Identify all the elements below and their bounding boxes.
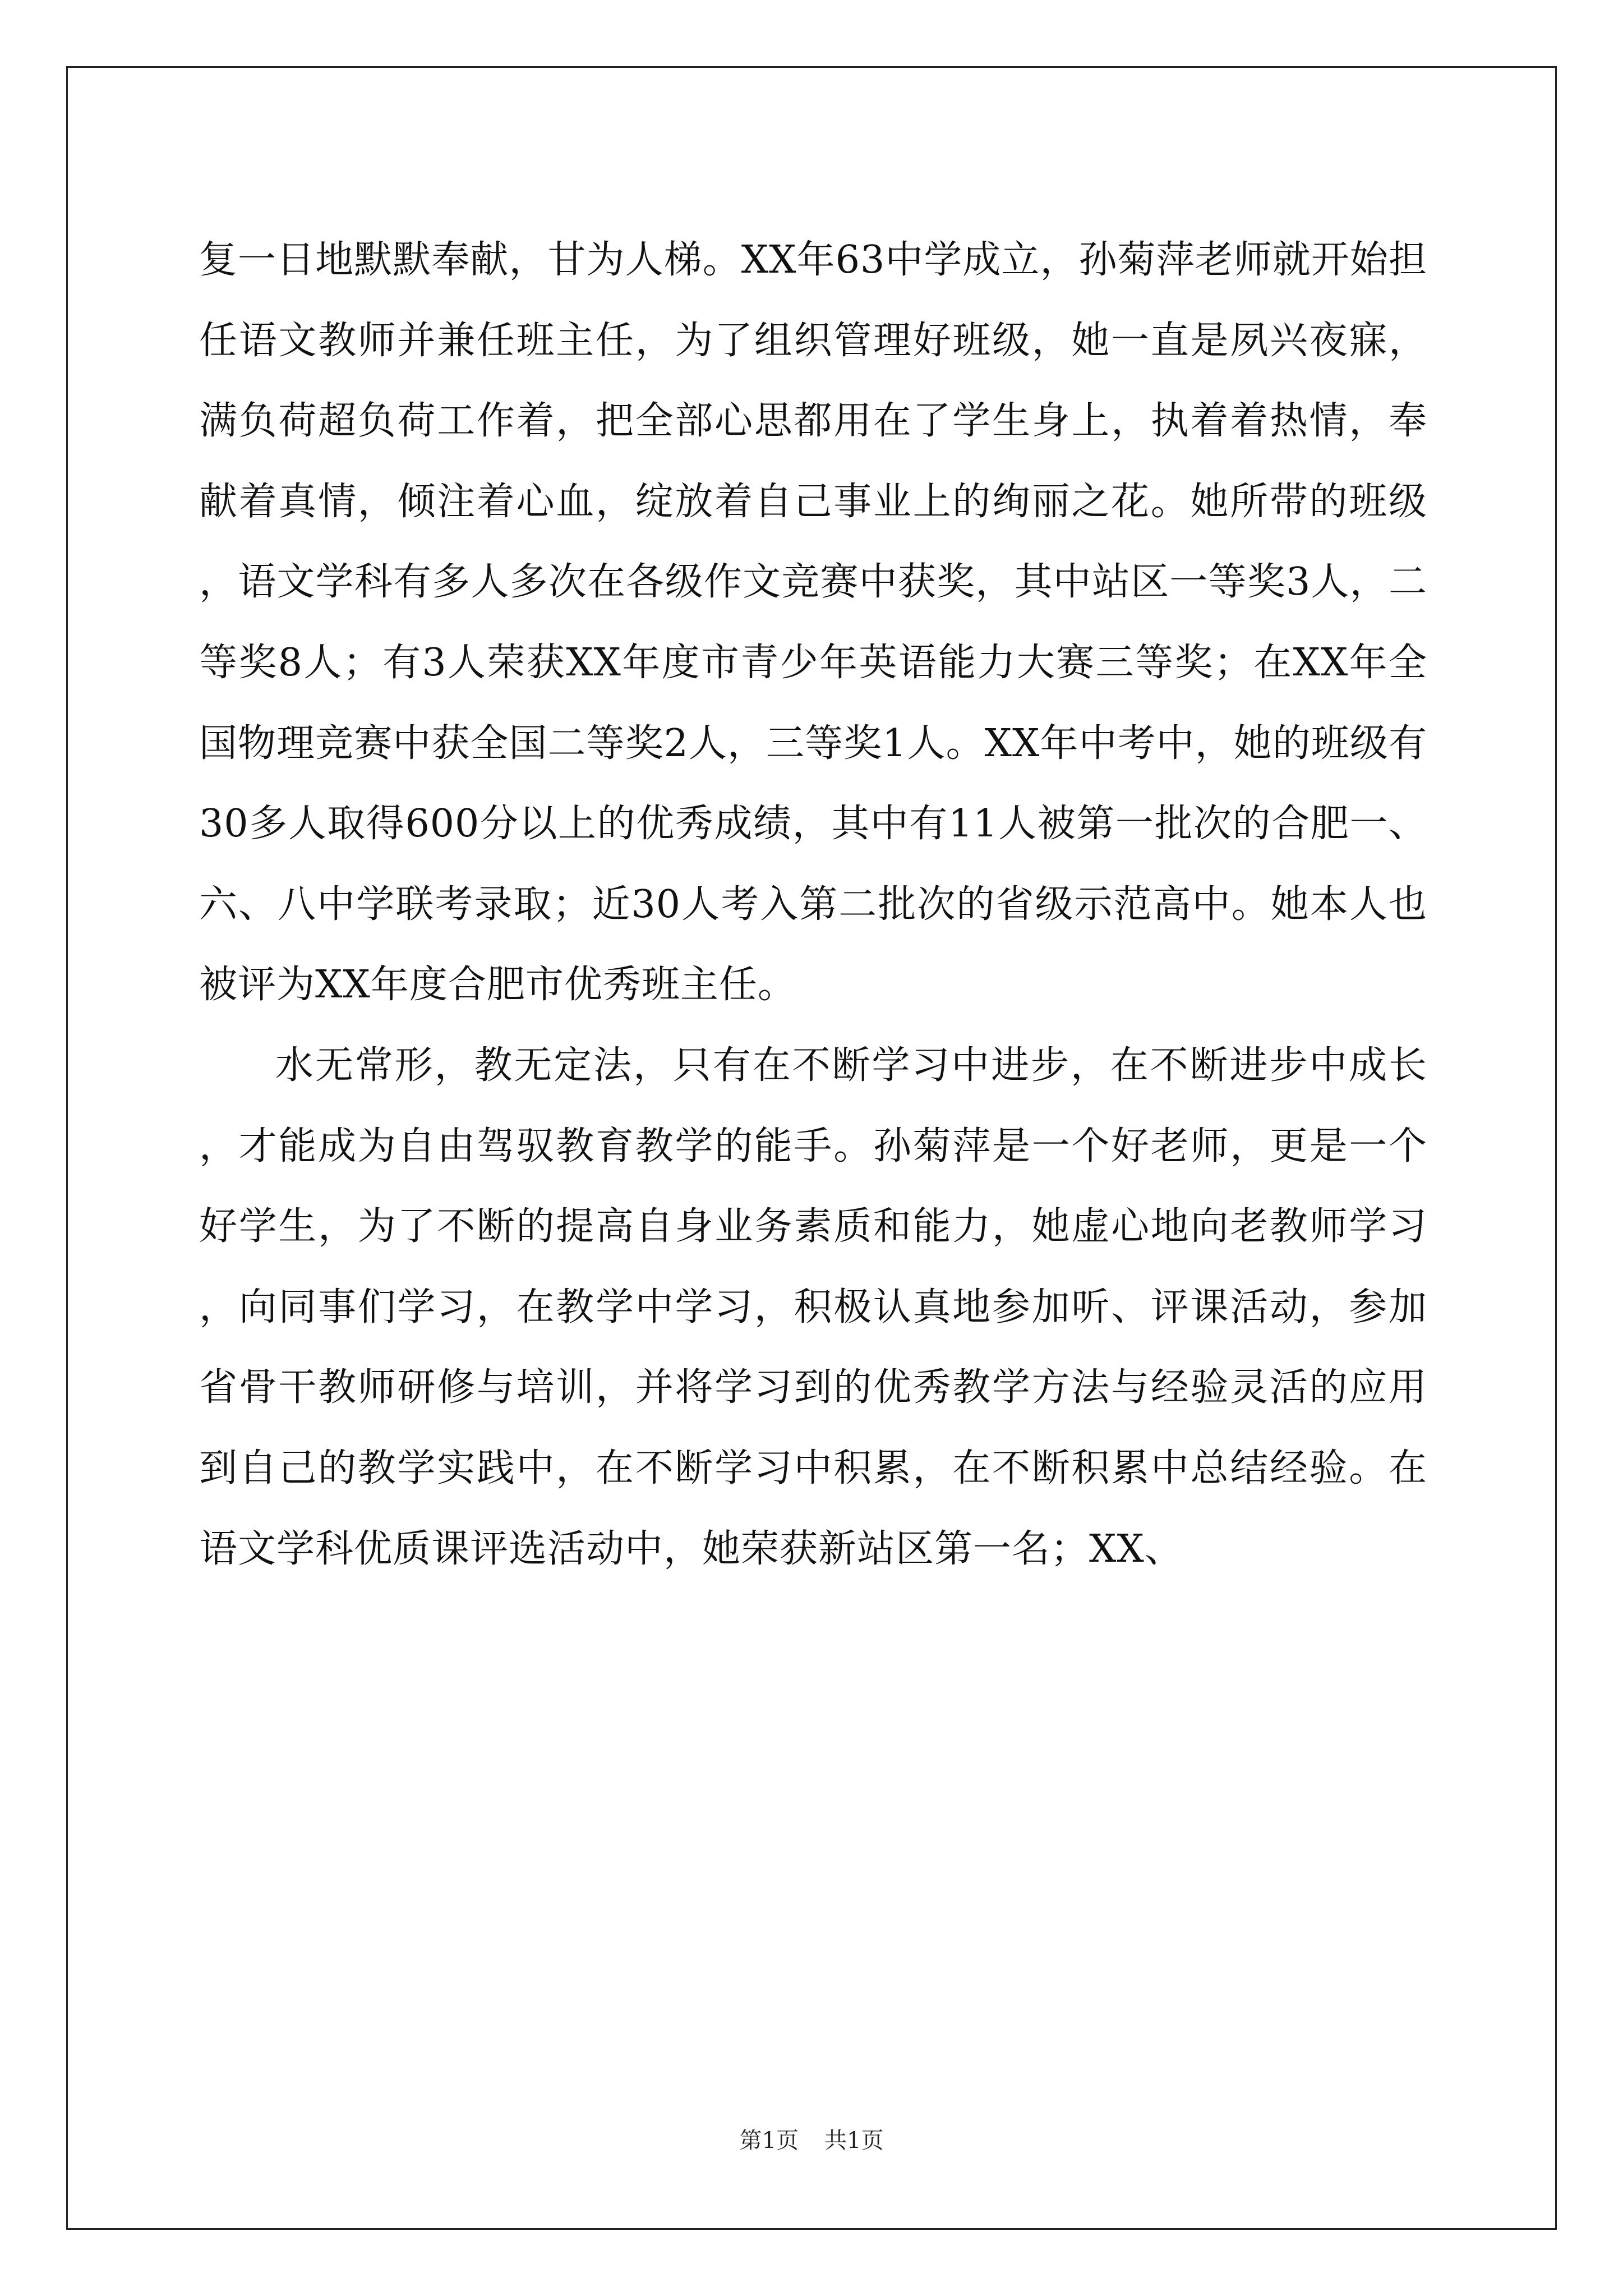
paragraph-2: 水无常形，教无定法，只有在不断学习中进步，在不断进步中成长，才能成为自由驾驭教育教学的能手。孙菊萍是一个好老师，更是一个好学生，为了不断的提高自身业务素质和能力，她虚心地向老教师学习，向同事们学习，在教学中学习，积极认真地参加听、评课活动，参加省骨干教师研修与培训，并将学习到的优秀教学方法与经验灵活的应用到自己的教学实践中，在不断学习中积累，在不断积累中总结经验。在语文学科优质课评选活动中，她荣获新站区第一名；XX、: [199, 1043, 1427, 1571]
page-number: 第1页: [739, 2128, 799, 2154]
paragraph-1: 复一日地默默奉献，甘为人梯。XX年63中学成立，孙菊萍老师就开始担任语文教师并兼任班主任，为了组织管理好班级，她一直是夙兴夜寐，满负荷超负荷工作着，把全部心思都用在了学生身上，执着着热情，奉献着真情，倾注着心血，绽放着自己事业上的绚丽之花。她所带的班级，语文学科有多人多次在各级作文竞赛中获奖，其中站区一等奖3人，二等奖8人；有3人荣获XX年度市青少年英语能力大赛三等奖；在XX年全国物理竞赛中获全国二等奖2人，三等奖1人。XX年中考中，她的班级有30多人取得600分以上的优秀成绩，其中有11人被第一批次的合肥一、六、八中学联考录取；近30人考入第二批次的省级示范高中。她本人也被评为XX年度合肥市优秀班主任。: [199, 238, 1427, 1007]
document-body: [199, 220, 1427, 1589]
page-total: 共1页: [824, 2128, 884, 2154]
page-footer: [0, 2125, 1623, 2156]
